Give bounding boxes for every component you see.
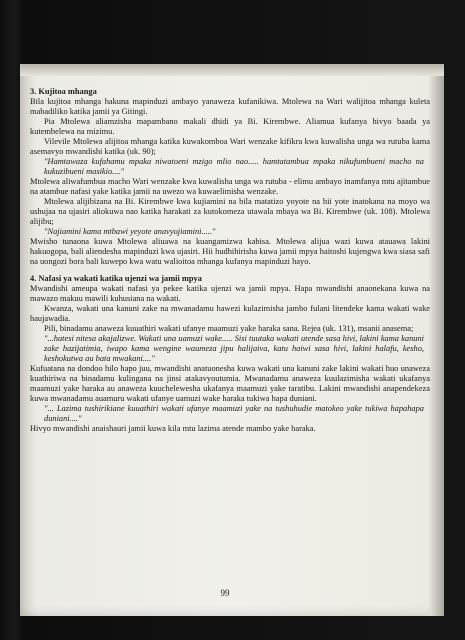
page-content — [30, 87, 430, 434]
section-4-paragraph: Kufuatana na dondoo hilo hapo juu, mwandishi anatuonesha kuwa wakati una kanuni zake lakini wakati huo unaweza kuathiriwa na binadamu kulingana na jinsi atakavyoutumia. Mwanadamu anaweza kuulazimisha wakati ukafanya maamuzi yake haraka au anaweza kuuchelewesha ukafanya maamuzi yake taratibu. Lakini mwandishi anapendekeza kuwa mwanadamu auamuru wakati ufanye uamuzi wake haraka tukiwa hapa duniani. — [30, 364, 430, 403]
page-top-edge — [20, 64, 444, 76]
section-3-quote: "Najiamini kama mtbawi yeyote anavyojiamini....." — [44, 227, 216, 236]
page-number: 99 — [220, 588, 230, 598]
section-3-paragraph: Mwisho tunaona kuwa Mtolewa aliuawa na kuangamizwa kabisa. Mtolewa alijua wazi kuwa atauawa lakini hakuogopa, bali aliendesha mapinduzi kwa ujasiri. Hii hudhihirisha kuwa jamii mpya haitoshi kujengwa kwa siasa safi na uongozi bora bali kuwepo kwa watu walioitoa mhanga kufanya mapinduzi hayo. — [30, 237, 430, 266]
book-page — [20, 64, 444, 616]
section-3-paragraph: Mtolewa aliwafumbua macho Wari wenzake kwa kuwalisha unga wa rutuba - elimu ambayo inamfanya mtu ajitambue na atambue nafasi yake katika jamii na uwezo wa kuwaelimisha wenzake. — [30, 177, 430, 196]
section-3-paragraph: Pia Mtolewa aliamzisha mapambano makali dhidi ya Bi. Kirembwe. Aliamua kufanya hivyo baada ya kutembelewa na mizimu. — [30, 117, 430, 136]
section-4-paragraph: Hivyo mwandishi anaishauri jamii kuwa kila mtu lazima atende mambo yake haraka. — [30, 424, 316, 433]
section-3-quote: "Hamtawaza kufahamu mpaka niwatoeni mzigo mlio nao..... hamtatambua mpaka nikufumbueni macho na kukuzibueni masikio...." — [44, 157, 424, 176]
section-4-quote: "... Lazima tushirikiane kuuathiri wakati ufanye maamuzi yake na tushuhudie matokeo yake tukiwa hapahapa duniani...." — [44, 404, 424, 423]
section-4-quote: "...hatesi nitesa akajalizwe. Wakati una uamuzi wake..... Sisi tuutaka wakati utende sasa hivi, lakini kama kanuni zake hazijatimia, iwapo kama wengine waumeza jipu halijaiva, katu haiwi sasa hivi, lakini halafu, kesho, keshokutwa au bata mwakani...." — [44, 334, 424, 363]
section-4-paragraph: Kwanza, wakati una kanuni zake na mwanadamu hawezi kulazimisha jambo fulani litendeke kama wakati wake haujawadia. — [30, 304, 430, 323]
section-4-paragraph: Mwandishi ameupa wakati nafasi ya pekee katika ujenzi wa jamii mpya. Hapa mwandishi anaonekana kuwa na mawazo makuu mawili kuhusiana na wakati. — [30, 284, 430, 303]
section-3-paragraph: Vilevile Mtolewa alijitoa mhanga katika kuwakomboa Wari wenzake kifikra kwa kuwalisha unga wa rutuba kama asemavyo mwandishi katika (uk. 90); — [30, 137, 430, 156]
section-3-paragraph: Mtolewa alijibizana na Bi. Kirembwe kwa kujiamini na bila matatizo yoyote na hii yote inatokana na moyo wa ushujaa na ujasiri aliokuwa nao katika harakati za kutokomeza utawala mbaya wa Bi. Kirembwe (uk. 108). Mtolewa alijibu; — [30, 197, 430, 226]
section-4-paragraph: Pili, binadamu anaweza kuuathiri wakati ufanye maamuzi yake haraka sana. Rejea (uk. 131), msanii anasema; — [44, 324, 414, 333]
section-3-heading: 3. Kujitoa mhanga — [30, 87, 97, 96]
section-4-heading: 4. Nafasi ya wakati katika ujenzi wa jamii mpya — [30, 274, 202, 283]
page-right-edge — [430, 76, 444, 616]
section-3-paragraph: Bila kujitoa mhanga hakuna mapinduzi ambayo yanaweza kufanikiwa. Mtolewa na Wari walijitoa mhanga kuleta mabadiliko katika jamii ya Gitingi. — [30, 97, 430, 116]
